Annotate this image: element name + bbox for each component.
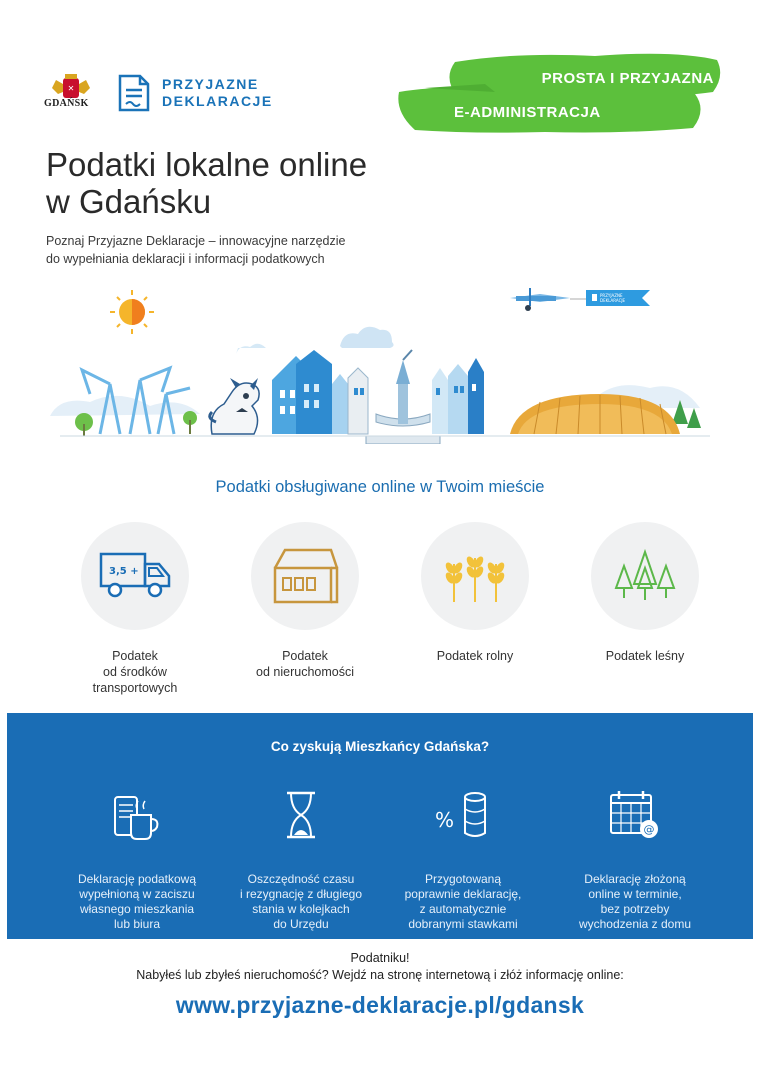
neptune-fountain xyxy=(366,350,440,444)
title-line1: Podatki lokalne online xyxy=(46,146,368,183)
document-logo-icon xyxy=(116,74,152,112)
benefit-text: Oszczędność czasu i rezygnację z długiego stania w kolejkach do Urzędu xyxy=(239,872,363,931)
svg-text:@: @ xyxy=(643,823,655,836)
subtitle-line1: Poznaj Przyjazne Deklaracje – innowacyjne narzędzie xyxy=(46,234,346,248)
title-line2: w Gdańsku xyxy=(46,183,212,220)
benefit-item xyxy=(57,785,217,932)
sun-icon xyxy=(110,290,154,334)
tax-item-forest xyxy=(570,522,720,664)
logo-line1: PRZYJAZNE xyxy=(162,76,259,92)
tax-circle xyxy=(251,522,359,630)
svg-text:%: % xyxy=(435,808,455,832)
tax-circle xyxy=(591,522,699,630)
trees-icon xyxy=(610,544,680,608)
banner-line1: PRZYJAZNE xyxy=(600,293,623,298)
logo-line2: DEKLARACJE xyxy=(162,93,273,109)
tax-item-property xyxy=(230,522,380,680)
footer-message: Nabyłeś lub zbyłeś nieruchomość? Wejdź na stronę internetową i złóż informację online: xyxy=(136,968,624,982)
old-town-buildings xyxy=(272,350,368,434)
benefit-text: Deklarację podatkową wypełnioną w zaciszu własnego mieszkania lub biura xyxy=(77,872,197,931)
tax-item-transport xyxy=(60,522,210,696)
footer-heading: Podatniku! xyxy=(350,951,410,965)
percent-coins-icon xyxy=(433,785,493,845)
hourglass-icon xyxy=(271,785,331,845)
tax-label: Podatek od nieruchomości xyxy=(256,649,354,679)
website-link[interactable]: www.przyjazne-deklaracje.pl/gdansk xyxy=(175,992,585,1018)
benefit-item xyxy=(555,785,715,932)
benefits-title: Co zyskują Mieszkańcy Gdańska? xyxy=(270,739,490,754)
przyjazne-deklaracje-logo xyxy=(162,76,273,110)
gdansk-skyline-illustration xyxy=(40,284,720,444)
tagline-line2: E-ADMINISTRACJA xyxy=(454,104,601,121)
house-icon xyxy=(265,544,345,608)
benefits-band xyxy=(7,713,753,939)
tax-item-agricultural xyxy=(400,522,550,664)
header xyxy=(0,0,760,140)
benefit-text: Przygotowaną poprawnie deklarację, z automatycznie dobranymi stawkami xyxy=(404,872,522,931)
calendar-at-icon xyxy=(605,785,665,845)
benefit-item xyxy=(383,785,543,932)
truck-icon xyxy=(95,546,175,606)
truck-badge: 3,5 + xyxy=(109,566,139,577)
tax-circle xyxy=(81,522,189,630)
phone-coffee-icon xyxy=(107,785,167,845)
tagline-line1: PROSTA I PRZYJAZNA xyxy=(541,70,714,87)
green-brush-banner xyxy=(395,48,725,138)
tax-circle xyxy=(421,522,529,630)
tenement-houses xyxy=(432,358,484,434)
page-title xyxy=(46,146,486,220)
svg-text:✕: ✕ xyxy=(67,84,75,93)
tax-label: Podatek od środków transportowych xyxy=(92,649,178,695)
wheat-icon xyxy=(440,544,510,608)
gdansk-label: GDAŃSK xyxy=(44,98,89,109)
plane-banner xyxy=(510,288,650,311)
benefit-item xyxy=(221,785,381,932)
page-subtitle xyxy=(46,232,466,268)
dog-mascot-icon xyxy=(210,378,259,434)
banner-line2: DEKLARACJE xyxy=(600,298,626,303)
tax-label: Podatek leśny xyxy=(605,649,685,663)
taxes-section-title: Podatki obsługiwane online w Twoim mieście xyxy=(215,478,545,496)
tax-label: Podatek rolny xyxy=(436,649,514,663)
tax-types-row xyxy=(40,522,730,702)
benefit-text: Deklarację złożoną online w terminie, bez potrzeby wychodzenia z domu xyxy=(578,872,692,931)
subtitle-line2: do wypełniania deklaracji i informacji podatkowych xyxy=(46,252,325,266)
